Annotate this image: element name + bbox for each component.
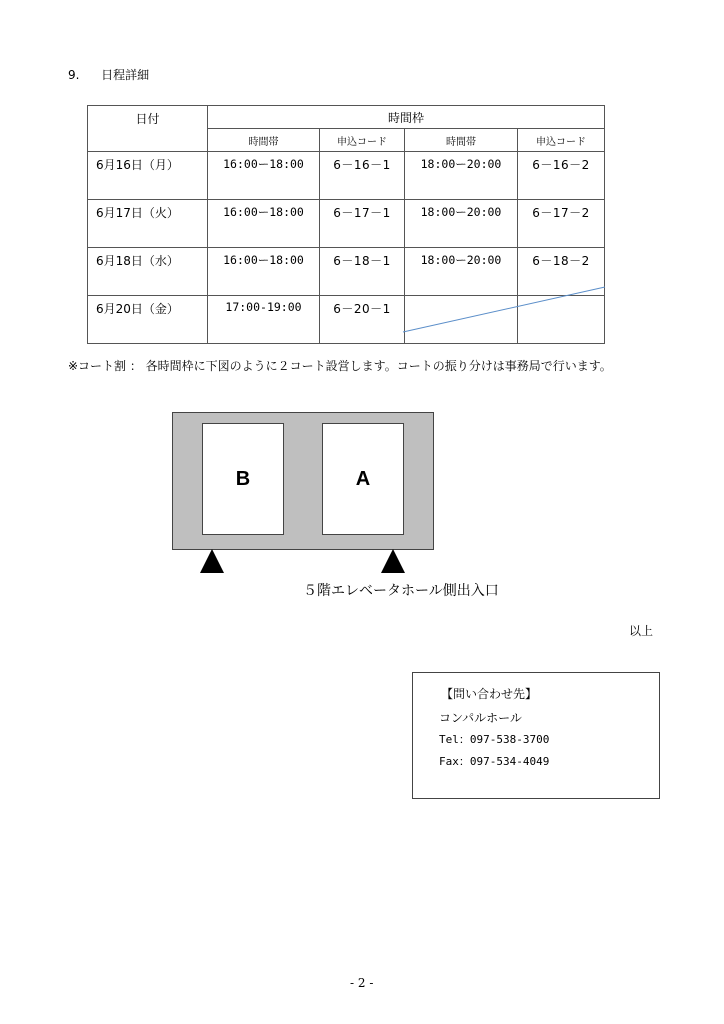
cell-time-1: 16:00ー18:00 (208, 248, 320, 296)
header-date: 日付 (88, 106, 208, 152)
header-time-frame: 時間枠 (208, 106, 605, 129)
header-time-band-1: 時間帯 (208, 129, 320, 152)
section-number: 9. (68, 68, 80, 82)
entrance-label: ５階エレベータホール側出入口 (303, 583, 499, 599)
page-number: - 2 - (350, 976, 374, 990)
closing-text: 以上 (629, 624, 654, 638)
contact-fax: Fax：097-534-4049 (439, 755, 550, 768)
cell-date: 6月18日（水） (88, 248, 208, 296)
header-time-band-2: 時間帯 (405, 129, 518, 152)
entrance-triangle-icon (200, 549, 224, 573)
cell-code-2: 6－16－2 (518, 152, 605, 200)
court-b: B (202, 423, 284, 535)
cell-time-1: 17:00-19:00 (208, 296, 320, 344)
table-row (88, 200, 605, 248)
section-heading (68, 66, 149, 83)
cell-time-1: 16:00ー18:00 (208, 200, 320, 248)
cell-code-2: 6－18－2 (518, 248, 605, 296)
cell-time-2: 18:00ー20:00 (405, 200, 518, 248)
contact-box (412, 672, 660, 799)
cell-date: 6月20日（金） (88, 296, 208, 344)
header-code-1: 申込コード (320, 129, 405, 152)
table-header-row (88, 106, 605, 129)
cell-time-2: 18:00ー20:00 (405, 152, 518, 200)
header-code-2: 申込コード (518, 129, 605, 152)
cell-code-1: 6－17－1 (320, 200, 405, 248)
cell-code-2: 6－17－2 (518, 200, 605, 248)
cell-time-1: 16:00ー18:00 (208, 152, 320, 200)
entrance-triangle-icon (381, 549, 405, 573)
cell-code-1: 6－18－1 (320, 248, 405, 296)
contact-title: 【問い合わせ先】 (441, 687, 538, 701)
contact-name: コンパルホール (439, 711, 522, 725)
contact-tel: Tel：097-538-3700 (439, 733, 550, 746)
court-a: A (322, 423, 404, 535)
table-row (88, 152, 605, 200)
cell-code-1: 6－20－1 (320, 296, 405, 344)
cell-date: 6月17日（火） (88, 200, 208, 248)
cell-code-1: 6－16－1 (320, 152, 405, 200)
cell-time-2: 18:00ー20:00 (405, 248, 518, 296)
court-note: ※コート割 ： 各時間枠に下図のように２コート設営します。コートの振り分けは事務局で行います。 (68, 359, 612, 373)
cell-date: 6月16日（月） (88, 152, 208, 200)
section-title: 日程詳細 (101, 68, 150, 82)
court-layout-diagram (172, 412, 434, 550)
empty-slot-diagonal-line (403, 286, 606, 333)
